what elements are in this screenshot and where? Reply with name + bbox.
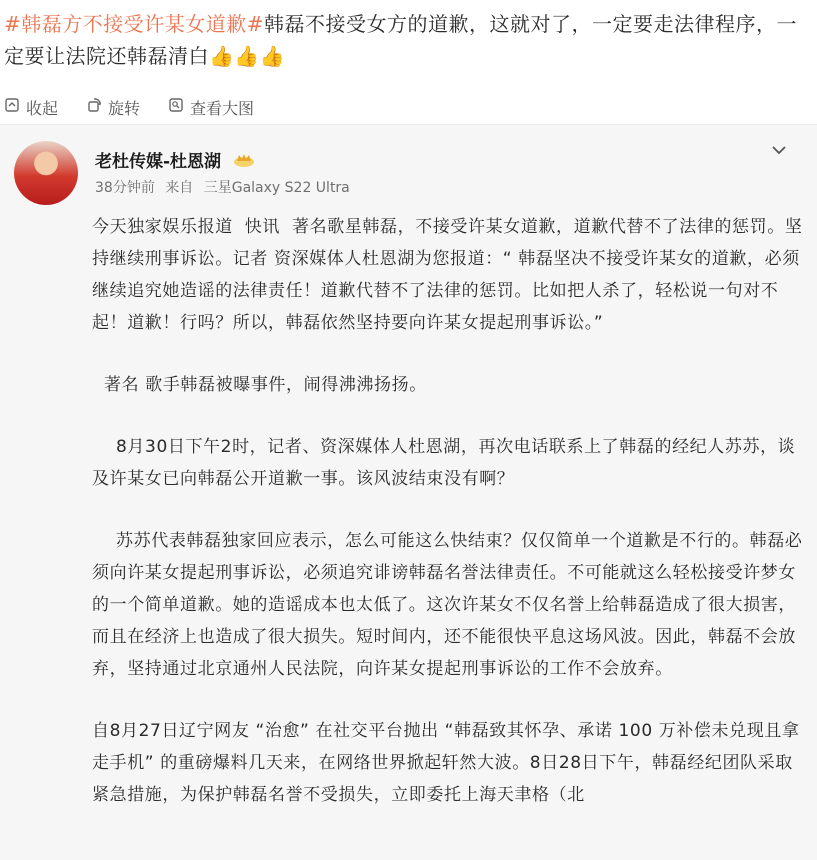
thumbs-up-emoji: 👍👍👍	[209, 44, 286, 68]
rotate-button[interactable]	[86, 96, 140, 119]
rotate-label: 旋转	[108, 98, 141, 118]
paragraph: 苏苏代表韩磊独家回应表示，怎么可能这么快结束？仅仅简单一个道歉是不行的。韩磊必须向许某女提起刑事诉讼，必须追究诽谤韩磊名誉法律责任。不可能就这么轻松接受许梦女的一个简单道歉。她的造谣成本也太低了。这次许某女不仅名誉上给韩磊造成了很大损害，而且在经济上也造成了很大损失。短时间内，还不能很快平息这场风波。因此，韩磊不会放弃，坚持通过北京通州人民法院，向许某女提起刑事诉讼的工作不会放弃。	[92, 531, 803, 679]
post-text	[4, 8, 810, 72]
device-name: 三星Galaxy S22 Ultra	[203, 180, 350, 196]
image-action-bar	[4, 92, 282, 122]
collapse-button[interactable]	[4, 96, 58, 119]
rotate-icon	[86, 97, 108, 117]
paragraph: 8月30日下午2时，记者、资深媒体人杜恩湖，再次电话联系上了韩磊的经纪人苏苏，谈及许某女已向韩磊公开道歉一事。该风波结束没有啊？	[92, 437, 796, 489]
post-body: 韩磊不接受女方的道歉，这就对了，一定要走法律程序，一定要让法院还韩磊清白	[4, 12, 798, 68]
username-text: 老杜传媒-杜恩湖	[95, 152, 222, 172]
collapse-icon	[4, 97, 26, 117]
paragraph: 著名 歌手韩磊被曝事件，闹得沸沸扬扬。	[92, 375, 427, 395]
view-large-label: 查看大图	[190, 98, 255, 118]
view-large-icon	[168, 97, 190, 117]
paragraph: 今天独家娱乐报道 快讯 著名歌星韩磊，不接受许某女道歉，道歉代替不了法律的惩罚。坚持继续刑事诉讼。记者 资深媒体人杜恩湖为您报道：“ 韩磊坚决不接受许某女的道歉，必须继续追究她造谣的法律责任！道歉代替不了法律的惩罚。比如把人杀了，轻松说一句对不起！道歉！行吗？所以，韩磊依然坚持要向许某女提起刑事诉讼。”	[92, 217, 803, 333]
post-content	[92, 211, 808, 811]
paragraph: 自8月27日辽宁网友 “治愈” 在社交平台抛出 “韩磊致其怀孕、承诺 100 万补偿未兑现且拿走手机” 的重磅爆料几天来，在网络世界掀起轩然大波。8日28日下午，韩磊经纪团队采取紧急措施，为保护韩磊名誉不受损失，立即委托上海天聿格（北	[92, 721, 800, 805]
quoted-post-card	[0, 124, 817, 860]
post-meta	[95, 177, 350, 197]
source-prefix: 来自	[165, 180, 194, 196]
avatar[interactable]	[14, 141, 78, 205]
view-large-button[interactable]	[168, 96, 254, 119]
crown-icon	[233, 152, 255, 173]
hashtag-link[interactable]: #韩磊方不接受许某女道歉#	[4, 12, 265, 36]
chevron-down-icon[interactable]	[770, 141, 788, 160]
username[interactable]	[95, 147, 255, 173]
collapse-label: 收起	[26, 98, 59, 118]
post-time: 38分钟前	[95, 180, 155, 196]
